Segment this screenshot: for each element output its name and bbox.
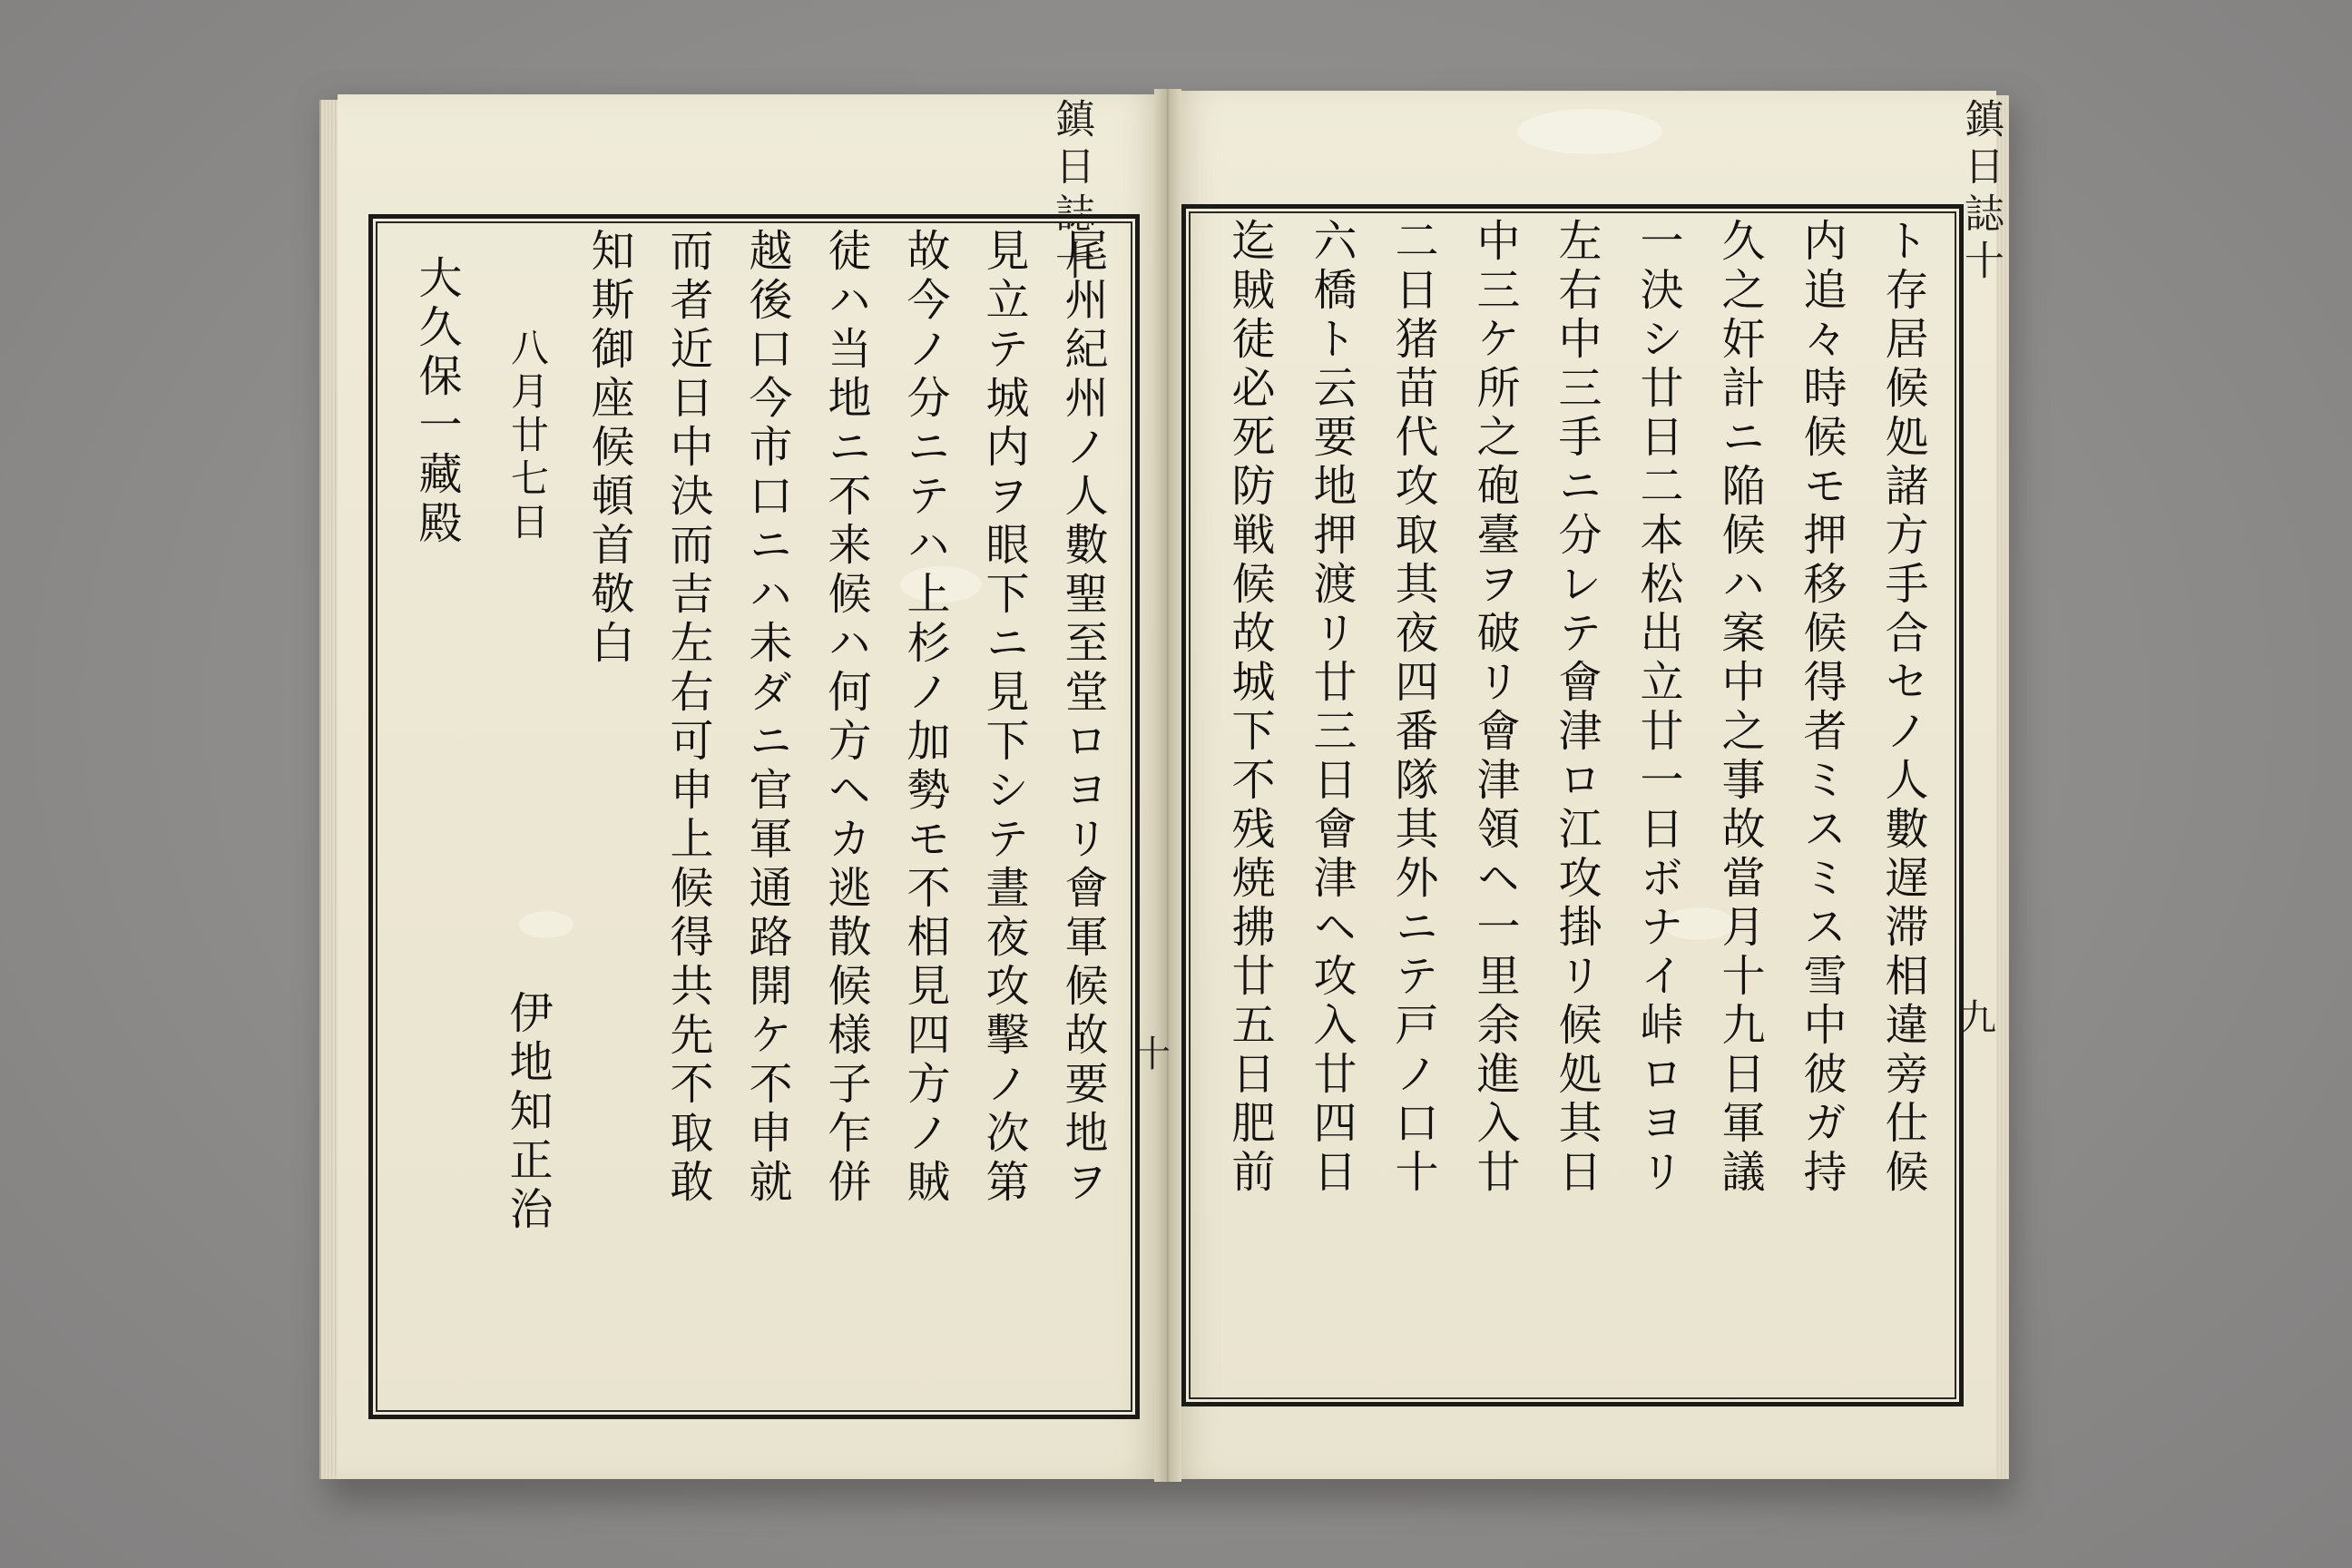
- right-page-running-title: 鎮日誌十: [1957, 98, 2004, 287]
- right-text-column: 迄賊徒必死防戦候故城下不残焼拂廿五日肥前: [1224, 218, 1275, 1198]
- left-text-frame: [368, 214, 1140, 1419]
- right-text-column: 中三ケ所之砲臺ヲ破リ會津領ヘ一里余進入廿: [1469, 218, 1520, 1198]
- right-text-column: ト存居候処諸方手合セノ人數遅滞相違旁仕候: [1877, 218, 1928, 1198]
- right-text-column: 内追々時候モ押移候得者ミスミス雪中彼ガ持: [1796, 218, 1847, 1198]
- right-text-frame: [1181, 204, 1964, 1406]
- right-text-column: 一決シ廿日二本松出立廿一日ボナイ峠ロヨリ: [1632, 218, 1683, 1198]
- left-text-column: 而者近日中決而吉左右可申上候得共先不取敢: [662, 228, 713, 1208]
- addressee-line: 大久保一藏殿: [411, 255, 462, 549]
- left-text-column: 尾州紀州ノ人數聖至堂ロヨリ會軍候故要地ヲ: [1057, 228, 1108, 1208]
- left-text-column: 故今ノ分ニテハ上杉ノ加勢モ不相見四方ノ賊: [899, 228, 950, 1208]
- paper-fiber: [1517, 109, 1662, 154]
- right-text-column: 二日猪苗代攻取其夜四番隊其外ニテ戸ノ口十: [1387, 218, 1438, 1198]
- left-page-folio: 十: [1134, 1034, 1171, 1075]
- left-text-column: 越後口今市口ニハ未ダニ官軍通路開ケ不申就: [741, 228, 792, 1208]
- left-text-column: 徒ハ当地ニ不来候ハ何方ヘカ逃散候様子乍併: [820, 228, 871, 1208]
- right-text-column: 六橋ト云要地押渡リ廿三日會津ヘ攻入廿四日: [1306, 218, 1357, 1198]
- left-page-running-title: 鎮日誌十: [1048, 98, 1094, 287]
- right-page-folio: 九: [1960, 997, 1996, 1039]
- book-gutter: [1154, 89, 1181, 1482]
- left-text-column: 知斯御座候頓首敬白: [583, 228, 634, 669]
- right-text-column: 久之奸計ニ陥候ハ案中之事故當月十九日軍議: [1714, 218, 1765, 1198]
- left-text-column: 見立テ城内ヲ眼下ニ見下シテ晝夜攻擊ノ次第: [978, 228, 1029, 1208]
- right-text-column: 左右中三手ニ分レテ會津ロ江攻掛リ候処其日: [1551, 218, 1602, 1198]
- date-line: 八月廿七日: [505, 328, 550, 545]
- signature-line: 伊地知正治: [502, 990, 553, 1235]
